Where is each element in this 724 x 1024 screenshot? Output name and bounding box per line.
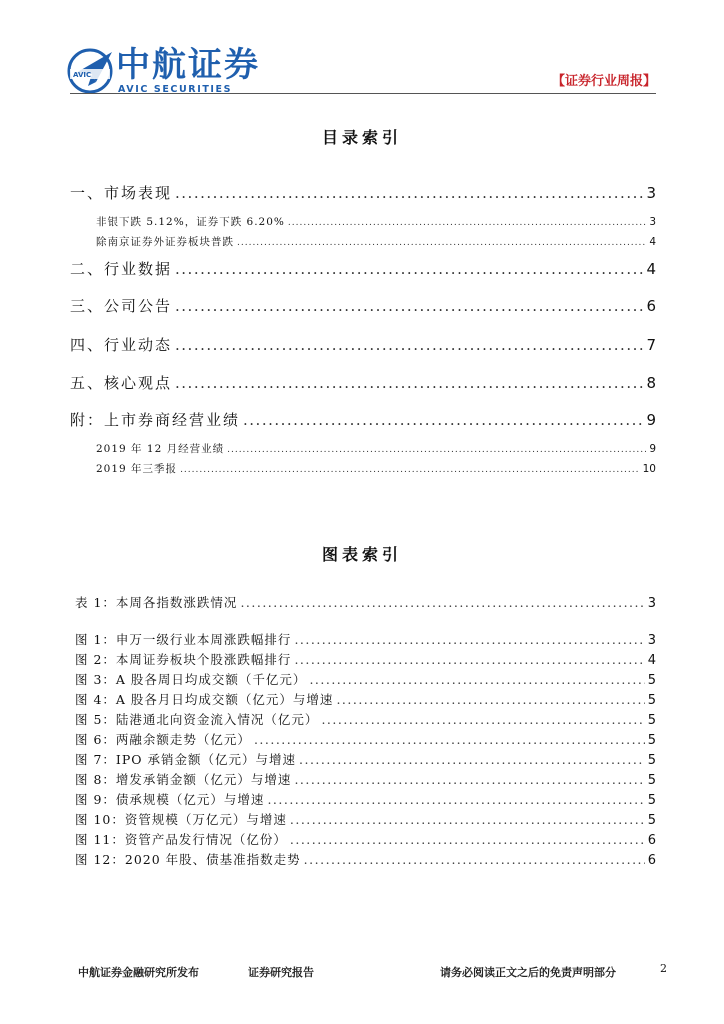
figure-entry-page: 5 (647, 773, 656, 788)
toc-entry-page: 8 (646, 374, 656, 392)
avic-plane-logo-icon (66, 44, 118, 96)
leader-dots (237, 238, 646, 248)
toc-entry-page: 6 (646, 297, 656, 315)
figure-entry-text: 图 2：本周证券板块个股涨跌幅排行 (75, 652, 292, 667)
leader-dots (175, 260, 643, 278)
leader-dots (175, 184, 643, 202)
figure-entry-text: 图 1：申万一级行业本周涨跌幅排行 (75, 632, 292, 647)
leader-dots (254, 732, 645, 747)
toc-entry-page: 7 (646, 336, 656, 354)
toc-entry-page: 9 (646, 411, 656, 429)
figure-entry-page: 3 (647, 633, 656, 648)
leader-dots (227, 445, 646, 455)
figure-entry-text: 图 5：陆港通北向资金流入情况（亿元） (75, 712, 319, 727)
leader-dots (290, 832, 645, 847)
logo-english-name: AVIC SECURITIES (118, 84, 233, 95)
figure-entry[interactable] (75, 730, 656, 748)
leader-dots (240, 595, 644, 610)
toc-entry-page: 10 (642, 463, 656, 475)
figure-entry-page: 5 (647, 733, 656, 748)
figure-entry-text: 图 3：A 股各周日均成交额（千亿元） (75, 672, 307, 687)
figure-entry-page: 6 (647, 853, 656, 868)
toc-entry-text: 五、核心观点 (70, 374, 173, 392)
leader-dots (175, 297, 643, 315)
page-number: 2 (660, 962, 667, 975)
figure-entry[interactable] (75, 790, 656, 808)
toc-entry[interactable] (96, 214, 656, 229)
leader-dots (290, 812, 645, 827)
toc-entry-page: 3 (646, 184, 656, 202)
report-type-label: 【证券行业周报】 (551, 74, 656, 89)
leader-dots (180, 465, 640, 475)
leader-dots (304, 852, 645, 867)
toc-entry[interactable] (70, 258, 656, 279)
figure-entry-text: 图 8：增发承销金额（亿元）与增速 (75, 772, 292, 787)
toc-entry-text: 除南京证券外证券板块普跌 (96, 236, 234, 248)
figure-entry-page: 5 (647, 813, 656, 828)
figure-entry[interactable] (75, 710, 656, 728)
figure-entry[interactable] (75, 650, 656, 668)
header-divider (70, 93, 656, 94)
leader-dots (288, 218, 646, 228)
toc-entry-text: 三、公司公告 (70, 297, 173, 315)
leader-dots (299, 752, 645, 767)
leader-dots (175, 336, 643, 354)
figure-entry[interactable] (75, 593, 656, 611)
toc-entry-page: 3 (649, 216, 656, 228)
figure-entry-page: 5 (647, 753, 656, 768)
leader-dots (309, 672, 644, 687)
toc-entry[interactable] (70, 295, 656, 316)
figure-entry-page: 3 (647, 596, 656, 611)
toc-entry[interactable] (70, 372, 656, 393)
toc-entry[interactable] (96, 234, 656, 249)
figure-entry-page: 5 (647, 713, 656, 728)
figure-entry-page: 5 (647, 693, 656, 708)
figure-entry-text: 图 9：债承规模（亿元）与增速 (75, 792, 265, 807)
leader-dots (294, 632, 644, 647)
toc-entry-page: 4 (649, 236, 656, 248)
toc-entry-text: 非银下跌 5.12%，证券下跌 6.20% (96, 216, 285, 228)
figure-entry-text: 图 10：资管规模（万亿元）与增速 (75, 812, 287, 827)
toc-entry[interactable] (70, 182, 656, 203)
figure-entry[interactable] (75, 690, 656, 708)
leader-dots (175, 374, 643, 392)
leader-dots (243, 411, 643, 429)
figure-entry[interactable] (75, 630, 656, 648)
toc-entry-text: 四、行业动态 (70, 336, 173, 354)
figure-entry-page: 5 (647, 793, 656, 808)
footer-doc-type: 证券研究报告 (248, 966, 314, 979)
figure-entry-page: 4 (647, 653, 656, 668)
company-logo (66, 44, 266, 100)
figure-entry[interactable] (75, 750, 656, 768)
toc-entry-text: 2019 年 12 月经营业绩 (96, 443, 225, 455)
figure-entry[interactable] (75, 770, 656, 788)
figure-entry-text: 图 6：两融余额走势（亿元） (75, 732, 251, 747)
leader-dots (321, 712, 644, 727)
figures-index-title: 图表索引 (321, 545, 402, 564)
figure-entry-text: 图 7：IPO 承销金额（亿元）与增速 (75, 752, 296, 767)
figure-entry-page: 6 (647, 833, 656, 848)
logo-badge-text: AVIC (73, 71, 92, 79)
figure-entry-text: 表 1：本周各指数涨跌情况 (75, 595, 238, 610)
figure-entry-text: 图 11：资管产品发行情况（亿份） (75, 832, 287, 847)
figure-entry-text: 图 4：A 股各月日均成交额（亿元）与增速 (75, 692, 334, 707)
toc-entry-text: 2019 年三季报 (96, 463, 178, 475)
toc-entry-text: 二、行业数据 (70, 260, 173, 278)
leader-dots (294, 652, 644, 667)
toc-title: 目录索引 (321, 128, 402, 147)
figure-entry-page: 5 (647, 673, 656, 688)
footer-publisher: 中航证券金融研究所发布 (78, 966, 199, 979)
logo-chinese-name: 中航证券 (116, 45, 260, 85)
figure-entry[interactable] (75, 830, 656, 848)
toc-entry-text: 一、市场表现 (70, 184, 173, 202)
toc-entry[interactable] (96, 441, 656, 456)
toc-entry[interactable] (96, 461, 656, 476)
footer-disclaimer: 请务必阅读正文之后的免责声明部分 (440, 966, 616, 979)
figure-entry[interactable] (75, 670, 656, 688)
toc-entry-text: 附：上市券商经营业绩 (70, 411, 241, 429)
leader-dots (267, 792, 644, 807)
toc-entry-page: 9 (649, 443, 656, 455)
toc-entry[interactable] (70, 334, 656, 355)
figure-entry-text: 图 12：2020 年股、债基准指数走势 (75, 852, 301, 867)
toc-entry-page: 4 (646, 260, 656, 278)
figure-entry[interactable] (75, 810, 656, 828)
leader-dots (294, 772, 644, 787)
leader-dots (336, 692, 644, 707)
figure-entry[interactable] (75, 850, 656, 868)
toc-entry[interactable] (70, 409, 656, 430)
